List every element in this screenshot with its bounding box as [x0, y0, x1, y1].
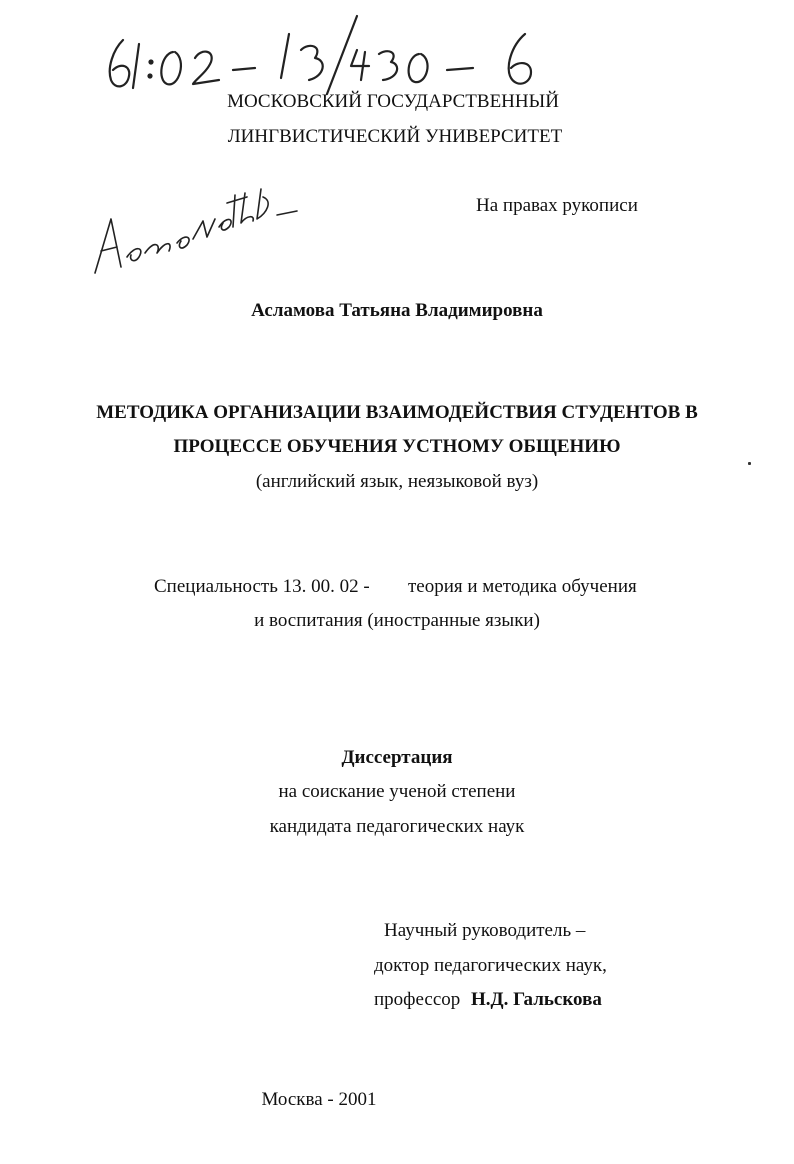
author-name: Асламова Татьяна Владимировна: [251, 300, 543, 321]
dissertation-degree-line-2: кандидата педагогических наук: [269, 816, 525, 837]
specialty-name-line-1: теория и методика обучения: [408, 576, 637, 597]
dissertation-subtitle: (английский язык, неязыковой вуз): [255, 471, 539, 492]
supervisor-position: профессор: [374, 989, 461, 1010]
dissertation-title-line-2: ПРОЦЕССЕ ОБУЧЕНИЯ УСТНОМУ ОБЩЕНИЮ: [173, 436, 621, 457]
dissertation-degree-line-1: на соискание ученой степени: [278, 781, 516, 802]
city-year: Москва - 2001: [261, 1089, 377, 1110]
manuscript-rights-note: На правах рукописи: [476, 195, 638, 216]
scan-speck: [748, 462, 751, 465]
dissertation-heading: Диссертация: [341, 747, 453, 768]
university-line-1: МОСКОВСКИЙ ГОСУДАРСТВЕННЫЙ: [227, 91, 559, 112]
supervisor-position-line: [374, 988, 602, 1012]
handwritten-signature: [85, 175, 305, 285]
university-line-2: ЛИНГВИСТИЧЕСКИЙ УНИВЕРСИТЕТ: [227, 126, 563, 147]
supervisor-degree: доктор педагогических наук,: [374, 955, 607, 976]
specialty-code: Специальность 13. 00. 02 -: [154, 576, 370, 597]
handwritten-archive-number: [95, 10, 555, 100]
dissertation-title-line-1: МЕТОДИКА ОРГАНИЗАЦИИ ВЗАИМОДЕЙСТВИЯ СТУДЕНТОВ В: [96, 402, 698, 423]
supervisor-name: Н.Д. Гальскова: [471, 989, 602, 1010]
supervisor-label: Научный руководитель –: [384, 920, 586, 941]
specialty-name-line-2: и воспитания (иностранные языки): [254, 610, 540, 631]
